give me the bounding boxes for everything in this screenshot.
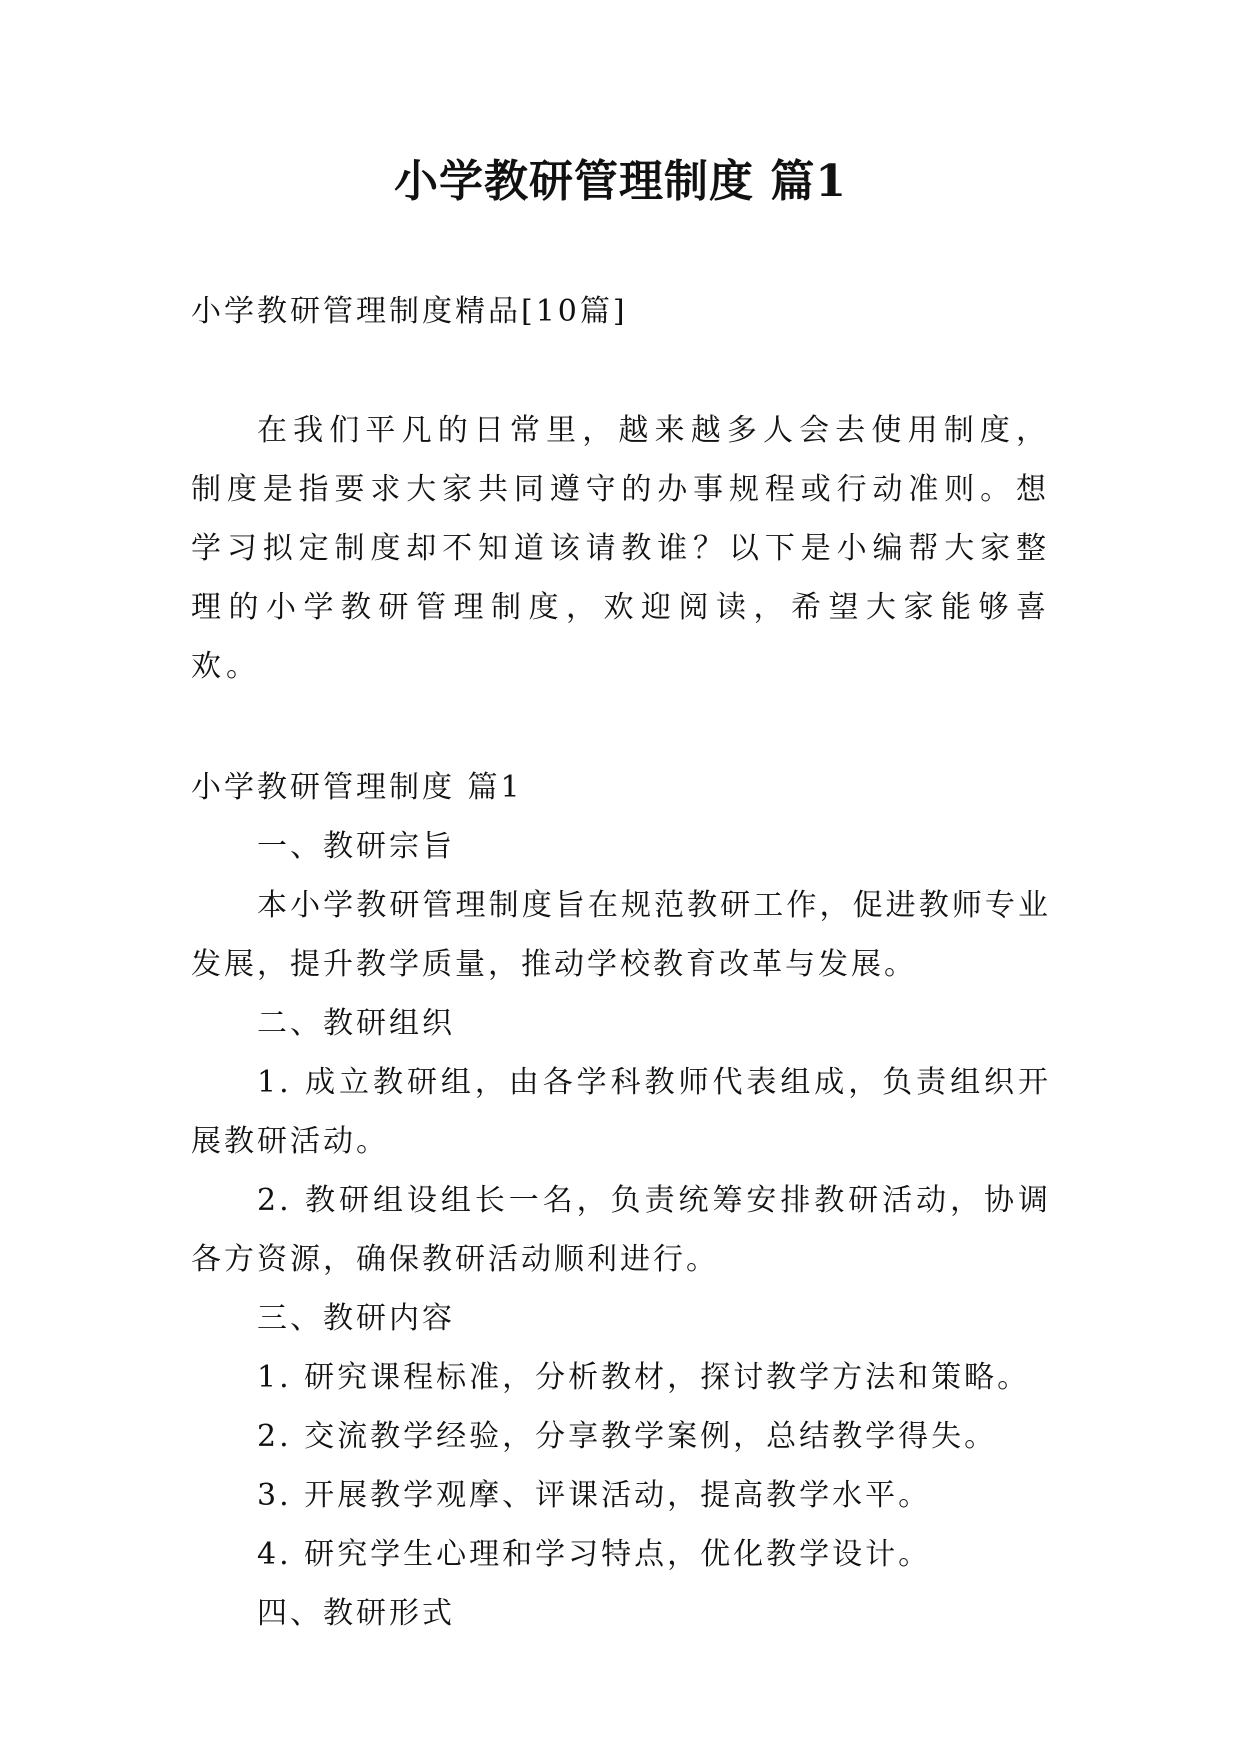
- section-heading: 小学教研管理制度 篇1: [191, 770, 523, 805]
- content-item-1: 1. 研究课程标准，分析教材，探讨教学方法和策略。: [257, 1360, 1031, 1395]
- document-body: [191, 282, 1051, 1643]
- content-item-2: 2. 交流教学经验，分享教学案例，总结教学得失。: [257, 1419, 998, 1454]
- section-heading-purpose: 一、教研宗旨: [257, 829, 455, 864]
- section-heading-organization: 二、教研组织: [257, 1006, 455, 1041]
- section-heading-content: 三、教研内容: [257, 1301, 455, 1336]
- document-subtitle: 小学教研管理制度精品[10篇]: [191, 294, 628, 329]
- organization-item-2: 2. 教研组设组长一名，负责统筹安排教研活动，协调各方资源，确保教研活动顺利进行。: [191, 1183, 1051, 1277]
- organization-item-1: 1. 成立教研组，由各学科教师代表组成，负责组织开展教研活动。: [191, 1065, 1051, 1159]
- content-item-3: 3. 开展教学观摩、评课活动，提高教学水平。: [257, 1478, 932, 1513]
- purpose-paragraph: 本小学教研管理制度旨在规范教研工作，促进教师专业发展，提升教学质量，推动学校教育改革与发展。: [191, 888, 1051, 982]
- section-heading-form: 四、教研形式: [257, 1596, 455, 1631]
- document-title: 小学教研管理制度 篇1: [394, 156, 847, 207]
- intro-paragraph: 在我们平凡的日常里，越来越多人会去使用制度，制度是指要求大家共同遵守的办事规程或行动准则。想学习拟定制度却不知道该请教谁？以下是小编帮大家整理的小学教研管理制度，欢迎阅读，希望大家能够喜欢。: [191, 413, 1051, 684]
- content-item-4: 4. 研究学生心理和学习特点，优化教学设计。: [257, 1537, 932, 1572]
